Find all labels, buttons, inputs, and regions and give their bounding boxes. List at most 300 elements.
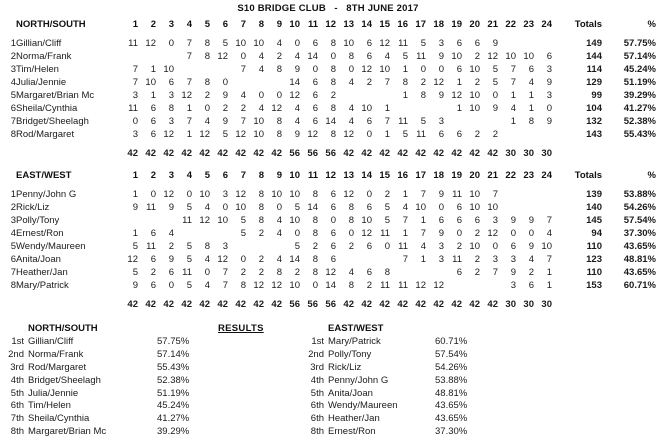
percent-column-header: % [647,170,656,181]
pair-total: 139 [586,189,602,200]
board-score: 7 [132,77,138,88]
board-score [264,76,282,89]
pair-percent: 57.75% [623,38,656,49]
pair-name: Julia/Jennie [16,77,67,88]
board-score [534,37,552,50]
result-pair-name: Rod/Margaret [28,361,87,373]
board-score: 3 [492,254,498,265]
board-score: 7 [132,64,138,75]
north_south-header-row [0,18,656,31]
board-score: 7 [186,116,192,127]
board-score: 5 [240,228,246,239]
board-score: 4 [402,202,408,213]
board-total: 42 [145,148,156,159]
board-score: 10 [253,116,264,127]
pair-number: 1 [10,189,16,200]
board-total: 42 [163,299,174,310]
board-total: 42 [271,148,282,159]
board-score: 0 [438,64,444,75]
board-score: 6 [330,189,336,200]
result-rank: 2nd [308,348,324,360]
board-number-header: 4 [186,170,192,181]
board-score: 9 [222,116,228,127]
board-number-header: 9 [276,19,282,30]
result-rank: 6th [310,413,324,425]
result-percent: 41.27% [157,413,190,425]
board-score: 5 [402,129,408,140]
board-score: 5 [240,215,246,226]
board-score: 8 [348,51,354,62]
board-score: 6 [312,90,318,101]
result-row [0,388,280,401]
board-score [498,188,516,201]
pair-number: 7 [10,267,16,278]
board-score [498,128,516,141]
board-score: 8 [348,215,354,226]
board-score: 10 [469,103,480,114]
board-total: 30 [541,148,552,159]
board-score: 12 [307,129,318,140]
board-score: 6 [168,77,174,88]
board-score [210,227,228,240]
result-pair-name: Sheila/Cynthia [28,413,90,425]
result-percent: 55.43% [157,361,190,373]
board-score: 11 [128,38,138,49]
totals-column-header: Totals [574,19,602,30]
result-rank: 6th [10,400,24,412]
board-score: 0 [348,64,354,75]
board-score: 11 [416,51,426,62]
pair-total: 94 [591,228,602,239]
east_west-header-row [0,169,656,182]
board-score: 1 [402,64,408,75]
board-score: 4 [276,215,282,226]
board-number-header: 6 [222,170,228,181]
board-score: 4 [240,90,246,101]
east_west-section-label: EAST/WEST [16,170,72,181]
board-score: 5 [186,254,192,265]
board-score: 2 [240,267,246,278]
board-score: 11 [398,280,408,291]
board-score: 6 [546,51,552,62]
board-score: 2 [456,241,462,252]
board-score: 1 [384,103,390,114]
board-total: 42 [397,299,408,310]
north_south-pair-row [0,102,656,115]
result-pair-name: Ernest/Ron [328,426,376,438]
board-score: 11 [182,267,192,278]
board-score: 9 [438,228,444,239]
pair-number: 2 [10,51,16,62]
board-score: 12 [163,129,174,140]
board-score: 12 [163,189,174,200]
board-score: 2 [150,267,156,278]
board-score: 12 [199,129,210,140]
board-score: 6 [366,116,372,127]
result-row [0,413,280,426]
pair-percent: 54.26% [623,202,656,213]
board-score: 7 [546,215,552,226]
board-score: 10 [487,202,498,213]
pair-total: 153 [586,280,602,291]
board-score: 4 [258,103,264,114]
board-score: 6 [438,215,444,226]
result-row [0,426,280,439]
board-score: 0 [168,280,174,291]
pair-total: 144 [586,51,602,62]
pair-total: 110 [586,267,602,278]
result-row [302,413,582,426]
board-score: 7 [222,267,228,278]
board-score: 3 [168,116,174,127]
pair-percent: 51.19% [623,77,656,88]
board-score: 10 [235,202,246,213]
board-score: 6 [528,64,534,75]
board-score: 10 [289,189,300,200]
board-score: 8 [258,189,264,200]
pair-number: 8 [10,129,16,140]
pair-percent: 48.81% [623,254,656,265]
board-score: 11 [380,228,390,239]
board-score [354,89,372,102]
board-score [246,240,264,253]
north_south-pair-row [0,63,656,76]
board-score: 3 [510,280,516,291]
board-score: 0 [366,189,372,200]
board-total: 42 [343,299,354,310]
board-score: 6 [330,241,336,252]
result-row [302,336,582,349]
board-number-header: 14 [361,170,372,181]
board-score: 0 [150,189,156,200]
board-score: 4 [276,38,282,49]
pair-name: Rick/Liz [16,202,50,213]
board-number-header: 18 [433,170,444,181]
board-number-header: 11 [307,170,318,181]
board-score: 10 [289,280,300,291]
board-score [120,214,138,227]
board-score: 1 [402,228,408,239]
board-score [138,214,156,227]
board-score: 8 [348,280,354,291]
board-number-header: 8 [258,170,264,181]
result-pair-name: Mary/Patrick [328,336,381,347]
board-score: 4 [348,116,354,127]
board-score: 9 [438,51,444,62]
board-total: 56 [325,299,336,310]
board-score: 6 [438,129,444,140]
board-number-header: 12 [325,19,336,30]
board-score [534,188,552,201]
board-total: 42 [217,148,228,159]
board-score: 12 [361,228,372,239]
board-total: 42 [163,148,174,159]
north_south-pair-row [0,128,656,141]
board-total: 42 [199,148,210,159]
board-score: 3 [438,241,444,252]
board-score [228,240,246,253]
board-number-header: 7 [240,170,246,181]
board-score: 1 [456,77,462,88]
board-score [462,279,480,292]
board-score: 5 [384,202,390,213]
result-percent: 57.54% [435,348,468,360]
board-score: 6 [150,116,156,127]
board-score: 12 [451,90,462,101]
board-score: 5 [384,215,390,226]
board-score: 2 [474,129,480,140]
board-score: 5 [420,116,426,127]
east_west-pair-row [0,214,656,227]
board-score: 1 [132,228,138,239]
pair-name: Penny/John G [16,189,77,200]
board-number-header: 2 [150,19,156,30]
board-score: 0 [222,202,228,213]
board-score: 0 [168,38,174,49]
east_west-pair-row [0,201,656,214]
board-score: 5 [492,64,498,75]
east_west-board-totals-row [0,298,656,311]
board-total: 30 [523,148,534,159]
board-score [390,266,408,279]
result-rank: 3rd [10,361,24,373]
board-score: 6 [330,202,336,213]
board-score: 1 [456,103,462,114]
board-score: 12 [235,129,246,140]
board-score: 7 [384,77,390,88]
board-score: 4 [348,103,354,114]
results-section [0,323,656,443]
board-score: 0 [492,90,498,101]
board-score: 9 [546,116,552,127]
result-percent: 45.24% [157,400,190,412]
board-score [444,279,462,292]
board-score: 5 [186,202,192,213]
board-score: 6 [456,215,462,226]
board-score: 0 [348,228,354,239]
board-total: 42 [343,148,354,159]
pair-percent: 57.14% [623,51,656,62]
board-score: 12 [325,267,336,278]
board-score [174,63,192,76]
board-score: 6 [366,38,372,49]
empty-cell [0,147,16,160]
board-score: 9 [132,280,138,291]
board-score: 0 [528,228,534,239]
board-number-header: 17 [415,19,426,30]
board-score: 2 [258,267,264,278]
board-score: 1 [150,64,156,75]
result-percent: 43.65% [435,413,468,425]
board-score: 0 [204,103,210,114]
board-score: 0 [240,254,246,265]
pair-total: 140 [586,202,602,213]
result-rank: 3rd [310,361,324,373]
result-pair-name: Polly/Tony [328,348,372,360]
board-number-header: 11 [307,19,318,30]
pair-number: 5 [10,90,16,101]
result-rank: 4th [10,374,24,386]
board-score: 1 [420,254,426,265]
board-score: 4 [276,228,282,239]
board-score: 10 [163,64,174,75]
board-number-header: 24 [541,19,552,30]
board-score: 8 [330,64,336,75]
board-score: 5 [132,241,138,252]
board-score: 0 [204,267,210,278]
board-score: 4 [294,103,300,114]
result-rank: 4th [310,374,324,386]
result-percent: 37.30% [435,426,468,438]
board-score: 14 [307,202,318,213]
board-score: 10 [469,90,480,101]
board-score: 10 [145,77,156,88]
board-total: 42 [235,148,246,159]
board-number-header: 13 [343,170,354,181]
north_south-section-label: NORTH/SOUTH [16,19,86,30]
board-total: 30 [505,299,516,310]
board-score [156,50,174,63]
board-score: 6 [456,38,462,49]
board-score: 4 [204,202,210,213]
board-score: 0 [276,90,282,101]
board-total: 42 [451,148,462,159]
board-total: 42 [379,299,390,310]
board-score: 14 [325,280,336,291]
board-score: 2 [276,51,282,62]
result-row [0,336,280,349]
board-total: 56 [289,148,300,159]
board-score: 11 [380,280,390,291]
board-score: 9 [132,202,138,213]
board-score: 2 [330,90,336,101]
result-rank: 2nd [8,348,24,360]
board-score: 2 [240,103,246,114]
board-score: 6 [474,38,480,49]
result-percent: 52.38% [157,374,190,386]
board-score: 8 [258,215,264,226]
board-score: 0 [330,215,336,226]
board-score: 8 [204,51,210,62]
board-score: 6 [366,241,372,252]
board-total: 42 [415,148,426,159]
board-score: 4 [258,51,264,62]
board-number-header: 9 [276,170,282,181]
board-score: 11 [182,215,192,226]
board-total: 42 [127,299,138,310]
result-percent: 57.75% [157,336,190,347]
board-score: 4 [258,64,264,75]
board-score [516,188,534,201]
board-score: 8 [276,267,282,278]
board-score: 2 [474,228,480,239]
board-score: 7 [492,267,498,278]
board-score: 12 [379,38,390,49]
board-score: 0 [456,228,462,239]
board-number-header: 18 [433,19,444,30]
result-percent: 54.26% [435,361,468,373]
board-total: 42 [469,148,480,159]
board-score: 4 [528,254,534,265]
pair-percent: 52.38% [623,116,656,127]
percent-column-header: % [647,19,656,30]
board-total: 42 [433,148,444,159]
result-row [302,388,582,401]
east_west-pair-row [0,253,656,266]
pair-name: Ernest/Ron [16,228,64,239]
result-pair-name: Norma/Frank [28,348,84,360]
east_west-pair-row [0,266,656,279]
board-score: 5 [420,38,426,49]
board-score: 6 [150,228,156,239]
board-total: 42 [253,148,264,159]
board-score: 10 [217,215,228,226]
board-score: 8 [348,202,354,213]
result-row [0,400,280,413]
board-score: 2 [222,103,228,114]
board-score: 12 [145,38,156,49]
board-score: 8 [420,90,426,101]
board-score: 12 [253,280,264,291]
result-pair-name: Julia/Jennie [28,387,79,399]
results-north-south-heading: NORTH/SOUTH [28,323,98,334]
board-number-header: 14 [361,19,372,30]
board-score: 10 [343,38,354,49]
result-row [302,362,582,375]
pair-name: Polly/Tony [16,215,60,226]
empty-cell [16,147,120,160]
board-score [264,240,282,253]
board-total: 42 [181,299,192,310]
board-score: 8 [204,77,210,88]
board-score: 4 [384,51,390,62]
board-score [408,102,426,115]
board-score: 3 [546,90,552,101]
board-number-header: 21 [487,19,498,30]
board-score: 0 [312,64,318,75]
board-number-header: 1 [132,19,138,30]
board-score: 9 [492,38,498,49]
board-score: 4 [168,228,174,239]
pair-total: 149 [586,38,602,49]
board-score: 1 [132,189,138,200]
board-score: 2 [474,254,480,265]
board-score: 1 [528,103,534,114]
board-score: 7 [402,215,408,226]
board-number-header: 19 [451,170,462,181]
pair-name: Anita/Joan [16,254,61,265]
board-total: 42 [469,299,480,310]
board-score: 3 [132,129,138,140]
result-percent: 43.65% [435,400,468,412]
board-score: 7 [186,51,192,62]
board-score: 11 [452,189,462,200]
board-number-header: 8 [258,19,264,30]
board-score: 0 [330,51,336,62]
board-score: 10 [469,64,480,75]
board-score [534,128,552,141]
board-score: 6 [312,116,318,127]
result-percent: 39.29% [157,426,190,438]
board-score: 10 [199,189,210,200]
board-score: 12 [181,90,192,101]
board-score: 0 [312,280,318,291]
board-score: 12 [433,77,444,88]
board-score: 3 [438,254,444,265]
board-score: 11 [128,103,138,114]
east_west-pair-row [0,188,656,201]
north_south-pair-row [0,89,656,102]
